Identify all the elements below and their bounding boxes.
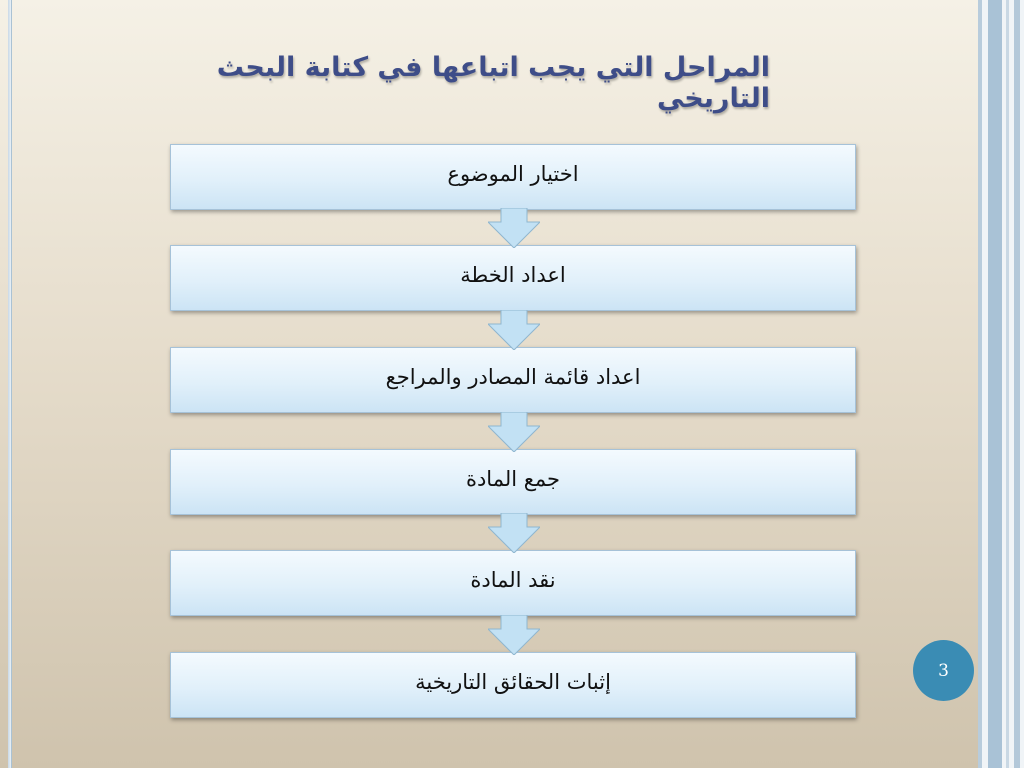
page-number: 3 bbox=[938, 660, 949, 681]
page-number-badge bbox=[913, 640, 974, 701]
down-arrow-icon bbox=[488, 513, 540, 553]
step-box-1 bbox=[170, 144, 856, 210]
down-arrow-icon bbox=[488, 615, 540, 655]
step-label-4: جمع المادة bbox=[465, 467, 561, 491]
down-arrow-icon bbox=[488, 412, 540, 452]
step-box-6 bbox=[170, 652, 856, 718]
step-box-5 bbox=[170, 550, 856, 616]
step-box-3 bbox=[170, 347, 856, 413]
step-label-3: اعداد قائمة المصادر والمراجع bbox=[385, 365, 641, 389]
down-arrow-icon bbox=[488, 310, 540, 350]
down-arrow-icon bbox=[488, 208, 540, 248]
step-label-5: نقد المادة bbox=[470, 568, 556, 592]
step-label-1: اختيار الموضوع bbox=[447, 162, 579, 186]
step-label-6: إثبات الحقائق التاريخية bbox=[415, 670, 611, 694]
step-box-4 bbox=[170, 449, 856, 515]
step-label-2: اعداد الخطة bbox=[460, 263, 566, 287]
slide-title: المراحل التي يجب اتباعها في كتابة البحث التاريخي bbox=[216, 52, 770, 114]
step-box-2 bbox=[170, 245, 856, 311]
